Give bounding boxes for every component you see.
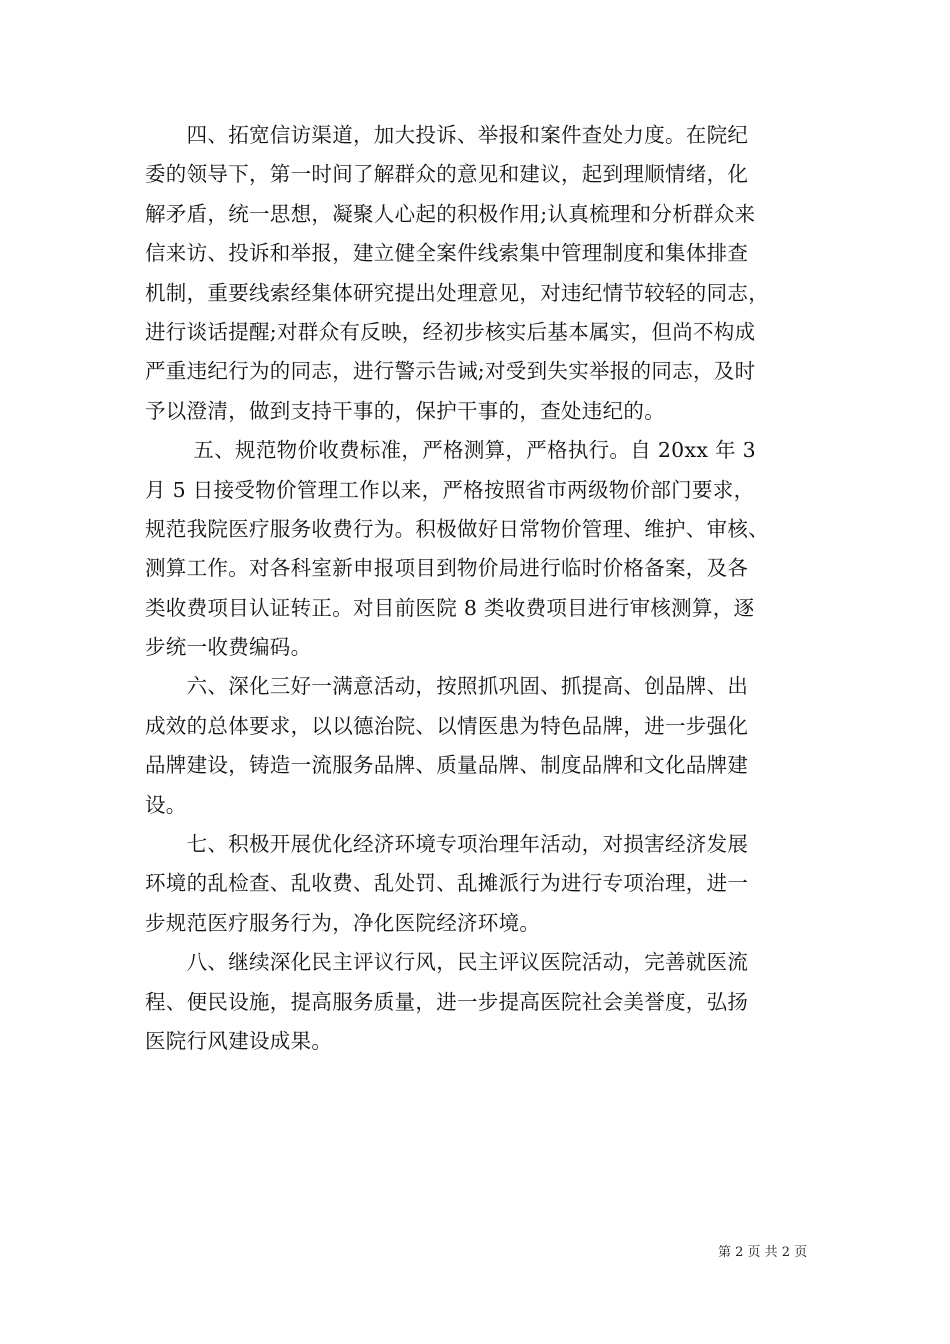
text-line: 品牌建设，铸造一流服务品牌、质量品牌、制度品牌和文化品牌建: [145, 753, 749, 778]
text-line: 测算工作。对各科室新申报项目到物价局进行临时价格备案，及各: [145, 556, 749, 581]
text-line: 六、深化三好一满意活动，按照抓巩固、抓提高、创品牌、出: [145, 674, 749, 699]
text-line: 严重违纪行为的同志，进行警示告诫;对受到失实举报的同志，及时: [145, 359, 756, 384]
text-line: 解矛盾，统一思想，凝聚人心起的积极作用;认真梳理和分析群众来: [145, 201, 756, 226]
text-line: 成效的总体要求，以以德治院、以情医患为特色品牌，进一步强化: [145, 713, 749, 738]
text-line: 环境的乱检查、乱收费、乱处罚、乱摊派行为进行专项治理，进一: [145, 871, 749, 896]
text-line: 七、积极开展优化经济环境专项治理年活动，对损害经济发展: [145, 832, 749, 857]
text-line: 委的领导下，第一时间了解群众的意见和建议，起到理顺情绪，化: [145, 162, 749, 187]
text-line: 机制，重要线索经集体研究提出处理意见，对违纪情节较轻的同志，: [145, 280, 769, 305]
text-line: 规范我院医疗服务收费行为。积极做好日常物价管理、维护、审核、: [145, 516, 769, 541]
text-line: 八、继续深化民主评议行风，民主评议医院活动，完善就医流: [145, 950, 749, 975]
text-line: 步统一收费编码。: [145, 635, 312, 660]
text-line: 五、规范物价收费标准，严格测算，严格执行。自 20xx 年 3: [145, 438, 757, 463]
page-number: 第 2 页 共 2 页: [718, 1245, 808, 1260]
text-line: 信来访、投诉和举报，建立健全案件线索集中管理制度和集体排查: [145, 241, 749, 266]
text-line: 步规范医疗服务行为，净化医院经济环境。: [145, 910, 541, 935]
text-line: 设。: [145, 792, 187, 817]
document-body: [145, 116, 810, 1061]
text-line: 医院行风建设成果。: [145, 1028, 333, 1053]
text-line: 程、便民设施，提高服务质量，进一步提高医院社会美誉度，弘扬: [145, 989, 749, 1014]
text-line: 类收费项目认证转正。对目前医院 8 类收费项目进行审核测算，逐: [145, 595, 755, 620]
text-line: 四、拓宽信访渠道，加大投诉、举报和案件查处力度。在院纪: [145, 123, 749, 147]
text-line: 月 5 日接受物价管理工作以来，严格按照省市两级物价部门要求，: [145, 477, 755, 502]
text-line: 进行谈话提醒;对群众有反映，经初步核实后基本属实，但尚不构成: [145, 319, 756, 344]
text-line: 予以澄清，做到支持干事的，保护干事的，查处违纪的。: [145, 398, 665, 423]
